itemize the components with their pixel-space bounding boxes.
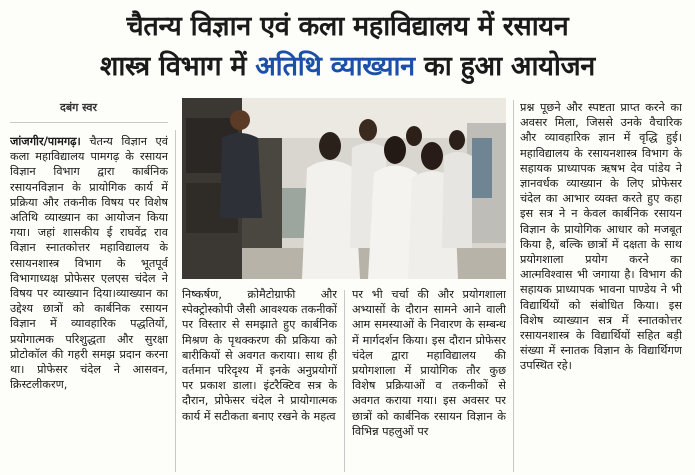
article-dateline: जांजगीर/पामगढ़। [10, 135, 81, 148]
headline-line-1: चैतन्य विज्ञान एवं कला महाविद्यालय में रसायन [126, 11, 569, 42]
article-column-4 [520, 100, 682, 472]
column-1-text: चैतन्य विज्ञान एवं कला महाविद्यालय पामगढ़ के रसायन विज्ञान विभाग द्वारा कार्बनिक रसायनविज्ञान के प्रायोगिक कार्य में प्रक्रिया और तकनीक विषय पर विशेष अतिथि व्याख्यान का आयोजन किया गया। जहां शासकीय ई राघवेंद्र राव विज्ञान स्नातकोत्तर महाविद्यालय के रसायनशास्त्र विभाग के भूतपूर्व विभागाध्यक्ष प्रोफेसर एलएस चंदेल ने विषय पर व्याख्यान दिया।व्याख्यान का उद्देश्य छात्रों को कार्बनिक रसायन विज्ञान में व्यावहारिक पद्धतियों, प्रयोगात्मक परिशुद्धता और सुरक्षा प्रोटोकॉल की गहरी समझ प्रदान करना था। प्रोफेसर चंदेल ने आसवन, क्रिस्टलीकरण, [10, 135, 168, 392]
byline: दबंग स्वर [60, 101, 98, 114]
column-divider-1 [175, 130, 176, 472]
article-column-1 [10, 134, 168, 472]
column-4-text: प्रश्न पूछने और स्पष्टता प्राप्त करने का अवसर मिला, जिससे उनके वैचारिक और व्यावहारिक ज्ञान में वृद्धि हुई। महाविद्यालय के रसायनशास्त्र विभाग के सहायक प्राध्यापक ऋषभ देव पांडेय ने ज्ञानवर्धक व्याख्यान के लिए प्रोफेसर चंदेल का आभार व्यक्त करते हुए कहा इस सत्र ने न केवल कार्बनिक रसायन विज्ञान के प्रायोगिक आधार को मजबूत किया है, बल्कि छात्रों में दक्षता के साथ प्रयोगशाला प्रयोग करने का आत्मविश्वास भी जगाया है। विभाग की सहायक प्राध्यापक भावना पाण्डेय ने भी विद्यार्थियों को संबोधित किया। इस विशेष व्याख्यान सत्र में स्नातकोत्तर रसायनशास्त्र के विद्यार्थियों सहित बड़ी संख्या में स्नातक विज्ञान के विद्यार्थिगण उपस्थित रहे। [520, 101, 682, 373]
headline-prefix: शास्त्र विभाग में [99, 51, 256, 82]
headline-line-2 [0, 50, 695, 83]
column-3-text: पर भी चर्चा की और प्रयोगशाला अभ्यासों के दौरान सामने आने वाली आम समस्याओं के निवारण के सम्बन्ध में मार्गदर्शन किया। इस दौरान प्रोफेसर चंदेल द्वारा महाविद्यालय की प्रयोगशाला में प्रायोगिक तौर कुछ विशेष प्रक्रियाओं व तकनीकों से अवगत कराया गया। इस अवसर पर छात्रों को कार्बनिक रसायन विज्ञान के विभिन्न पहलुओं पर [352, 288, 506, 438]
article-column-3 [352, 287, 506, 472]
article-column-2 [182, 287, 337, 472]
column-divider-2 [344, 290, 345, 472]
column-2-text: निष्कर्षण, क्रोमैटोग्राफी और स्पेक्ट्रोस्कोपी जैसी आवश्यक तकनीकों पर विस्तार से समझाते हुए कार्बनिक मिश्रण के पृथक्करण की प्रकिया को बारीकियों से अवगत कराया। साथ ही वर्तमान परिदृश्य में इनके अनुप्रयोगों पर प्रकाश डाला। इंटरैक्टिव सत्र के दौरान, प्रोफेसर चंदेल ने प्रायोगात्मक कार्य में सटीकता बनाए रखने के महत्व [182, 288, 337, 423]
column-divider-3 [513, 100, 514, 472]
headline-accent: अतिथि व्याख्यान [255, 51, 415, 82]
headline-suffix: का हुआ आयोजन [414, 51, 595, 82]
lecture-photo [182, 98, 506, 279]
byline-rule [10, 122, 168, 123]
